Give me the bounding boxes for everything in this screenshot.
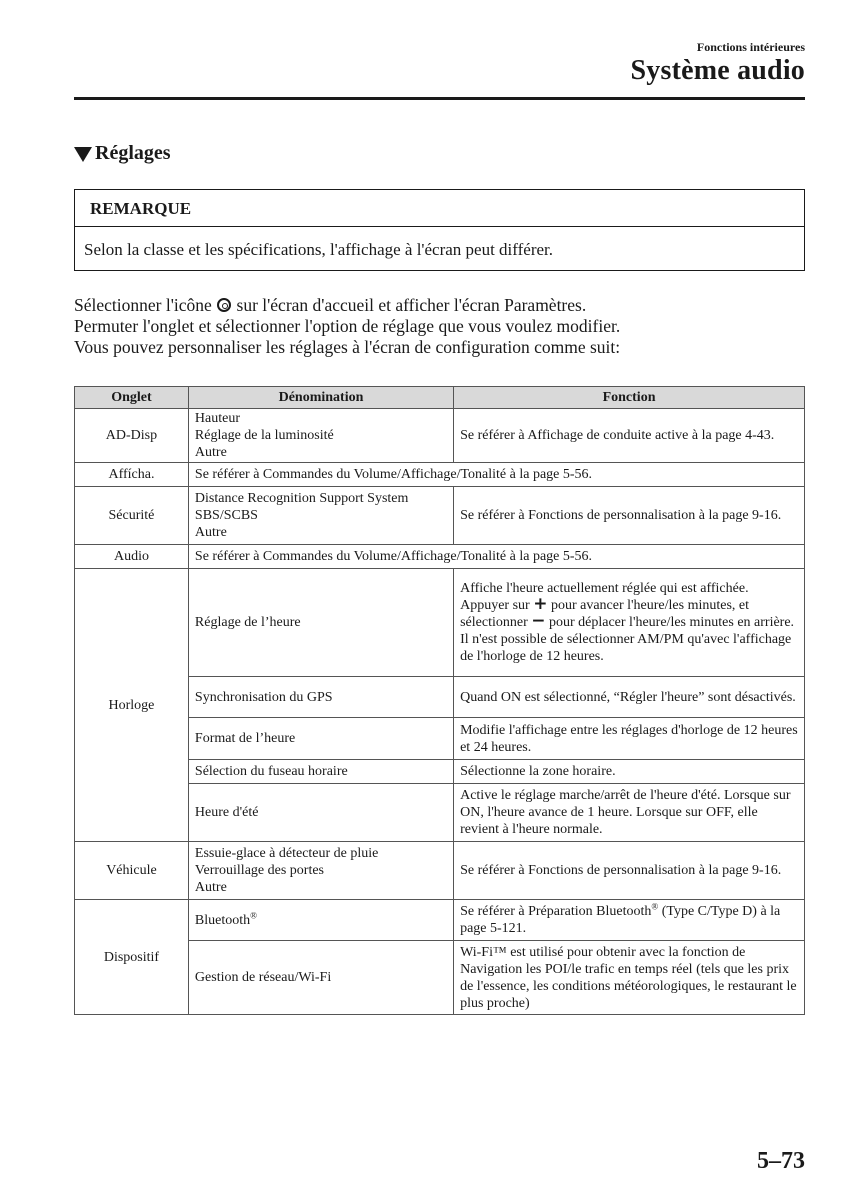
function-text: Se référer à Préparation Bluetooth (460, 904, 652, 919)
row-name (188, 842, 453, 900)
function-line: Affiche l'heure actuellement réglée qui est affichée. (460, 581, 749, 596)
name-line: Essuie-glace à détecteur de pluie (194, 846, 379, 861)
row-tab: Audio (75, 545, 189, 569)
col-header-function: Fonction (454, 387, 805, 409)
table-header-row (75, 387, 805, 409)
name-line: Hauteur (194, 411, 241, 426)
bluetooth-name: Bluetooth (194, 912, 251, 928)
row-tab: AD-Disp (75, 409, 189, 463)
name-line: Autre (194, 445, 227, 460)
row-name: Réglage de l’heure (188, 569, 453, 677)
registered-mark: ® (250, 909, 257, 920)
row-function: Se référer à Fonctions de personnalisation à la page 9-16. (454, 842, 805, 900)
function-line (460, 594, 798, 631)
section-heading-text: Réglages (95, 142, 171, 164)
name-line: Autre (194, 880, 227, 895)
intro-line-1-a: Sélectionner l'icône (74, 295, 217, 315)
row-tab: Affícha. (75, 463, 189, 487)
row-function: Sélectionne la zone horaire. (454, 760, 805, 784)
name-line: Autre (194, 525, 227, 540)
row-name (188, 900, 453, 941)
table-row (75, 487, 805, 545)
page-number: 5–73 (757, 1148, 805, 1174)
triangle-down-icon (74, 147, 92, 162)
row-function: Se référer à Affichage de conduite active à la page 4-43. (454, 409, 805, 463)
table-row (75, 409, 805, 463)
row-function: Wi-Fi™ est utilisé pour obtenir avec la fonction de Navigation les POI/le trafic en temps réel (tels que les prix de l'essence, les conditions météorologiques, le restaurant le plus proche) (454, 941, 805, 1015)
row-name: Sélection du fuseau horaire (188, 760, 453, 784)
row-tab: Dispositif (75, 900, 189, 1015)
name-line: Réglage de la luminosité (194, 428, 334, 443)
row-function: Quand ON est sélectionné, “Régler l'heure” sont désactivés. (454, 677, 805, 718)
name-line: Distance Recognition Support System (194, 491, 409, 506)
table-row (75, 900, 805, 941)
intro-line-1-b: sur l'écran d'accueil et afficher l'écran Paramètres. (232, 295, 587, 315)
table-row (75, 545, 805, 569)
row-name: Synchronisation du GPS (188, 677, 453, 718)
row-name: Gestion de réseau/Wi-Fi (188, 941, 453, 1015)
row-tab: Véhicule (75, 842, 189, 900)
row-merged-text: Se référer à Commandes du Volume/Affichage/Tonalité à la page 5-56. (188, 463, 804, 487)
row-name: Heure d'été (188, 784, 453, 842)
note-text: Selon la classe et les spécifications, l'affichage à l'écran peut différer. (84, 240, 554, 259)
col-header-tab: Onglet (75, 387, 189, 409)
header-rule (74, 97, 805, 100)
row-function (454, 900, 805, 941)
name-line: SBS/SCBS (194, 508, 258, 523)
row-name (188, 409, 453, 463)
row-merged-text: Se référer à Commandes du Volume/Affichage/Tonalité à la page 5-56. (188, 545, 804, 569)
registered-mark: ® (651, 901, 659, 912)
header-section: Fonctions intérieures (696, 40, 805, 54)
minus-icon: − (531, 611, 546, 631)
row-name (188, 487, 453, 545)
table-row (75, 842, 805, 900)
row-tab: Sécurité (75, 487, 189, 545)
row-tab: Horloge (75, 569, 189, 842)
name-line: Verrouillage des portes (194, 863, 324, 878)
row-function (454, 569, 805, 677)
row-function: Se référer à Fonctions de personnalisation à la page 9-16. (454, 487, 805, 545)
function-line: Il n'est possible de sélectionner AM/PM qu'avec l'affichage de l'horloge de 12 heures. (460, 632, 792, 664)
row-name: Format de l’heure (188, 718, 453, 760)
table-row (75, 463, 805, 487)
page-title: Système audio (630, 55, 805, 86)
note-box (74, 189, 805, 271)
intro-line-1 (74, 295, 620, 316)
function-text: Appuyer sur (460, 598, 534, 613)
settings-table (74, 386, 805, 1015)
note-title: REMARQUE (75, 190, 804, 227)
table-row (75, 569, 805, 677)
function-text: pour déplacer l'heure/les minutes en arrière. (545, 615, 795, 630)
row-function: Active le réglage marche/arrêt de l'heure d'été. Lorsque sur ON, l'heure avance de 1 heure. Lorsque sur OFF, elle revient à l'heure normale. (454, 784, 805, 842)
section-heading (74, 142, 171, 165)
row-function: Modifie l'affichage entre les réglages d'horloge de 12 heures et 24 heures. (454, 718, 805, 760)
function-text: (Type C/Type D) à la page 5-121. (460, 904, 781, 936)
function-text: pour avancer l'heure/les minutes, et sélectionner (460, 598, 750, 630)
col-header-name: Dénomination (188, 387, 453, 409)
intro-line-2: Permuter l'onglet et sélectionner l'option de réglage que vous voulez modifier. (74, 316, 621, 336)
intro-line-3: Vous pouvez personnaliser les réglages à l'écran de configuration comme suit: (74, 337, 621, 357)
intro-text (74, 295, 620, 358)
plus-icon: + (533, 594, 548, 614)
settings-gear-icon (217, 298, 231, 312)
